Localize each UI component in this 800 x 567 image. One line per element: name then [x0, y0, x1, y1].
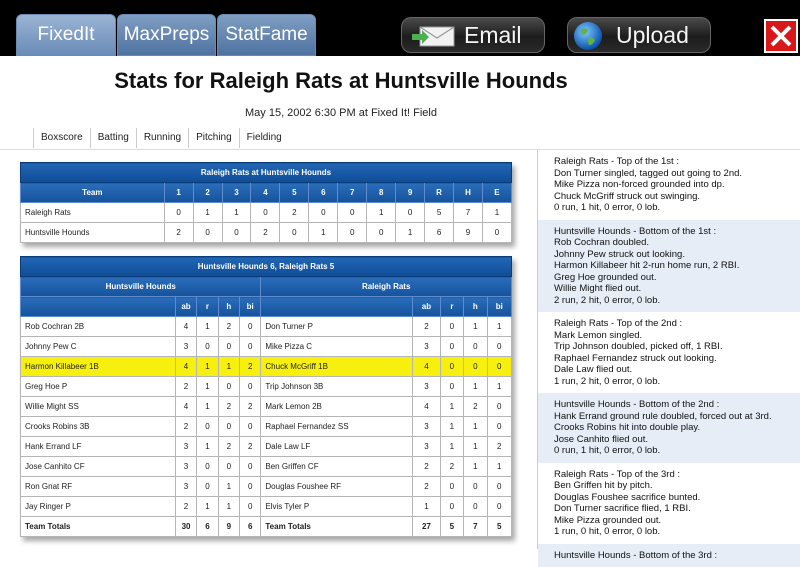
linescore-row — [21, 223, 512, 243]
away-player-cell: Trip Johnson 3B — [261, 377, 413, 397]
play-line: Mike Pizza grounded out. — [554, 515, 794, 527]
away-stat-cell: 27 — [413, 517, 441, 537]
tab-maxpreps[interactable]: MaxPreps — [117, 14, 216, 56]
play-line: 1 run, 2 hit, 0 error, 0 lob. — [554, 376, 794, 388]
play-by-play-block — [538, 393, 800, 463]
stats-pane — [0, 150, 535, 549]
play-line: 0 run, 1 hit, 0 error, 0 lob. — [554, 445, 794, 457]
score-cell: 5 — [425, 203, 454, 223]
play-line: Huntsville Hounds - Bottom of the 2nd : — [554, 399, 794, 411]
play-line: Harmon Killabeer hit 2-run home run, 2 RBI. — [554, 260, 794, 272]
home-player-cell: Ron Gnat RF — [21, 477, 176, 497]
play-line: 1 run, 0 hit, 0 error, 0 lob. — [554, 526, 794, 538]
linescore-col-header: 3 — [222, 183, 251, 203]
home-stat-cell: 2 — [175, 417, 196, 437]
away-player-cell: Raphael Fernandez SS — [261, 417, 413, 437]
team-name-cell: Huntsville Hounds — [21, 223, 165, 243]
subnav-pitching[interactable]: Pitching — [188, 128, 239, 148]
home-stat-cell: 3 — [175, 457, 196, 477]
play-line: Trip Johnson doubled, picked off, 1 RBI. — [554, 341, 794, 353]
envelope-icon — [412, 24, 456, 48]
home-player-cell: Johnny Pew C — [21, 337, 176, 357]
play-line: Jose Canhito flied out. — [554, 434, 794, 446]
score-cell: 6 — [425, 223, 454, 243]
score-cell: 0 — [251, 203, 280, 223]
page-title: Stats for Raleigh Rats at Huntsville Hounds — [0, 68, 682, 94]
play-line: Hank Errand ground rule doubled, forced out at 3rd. — [554, 411, 794, 423]
subnav-fielding[interactable]: Fielding — [239, 128, 289, 148]
away-stat-cell: 5 — [487, 517, 511, 537]
away-stat-cell: 1 — [413, 497, 441, 517]
close-button[interactable] — [764, 19, 798, 53]
play-line: Mike Pizza non-forced grounded into dp. — [554, 179, 794, 191]
play-by-play-panel — [537, 150, 800, 549]
home-stat-cell: 1 — [197, 497, 218, 517]
away-stat-col-header: ab — [413, 297, 441, 317]
home-stat-cell: 2 — [218, 437, 239, 457]
home-stat-cell: 9 — [218, 517, 239, 537]
score-cell: 1 — [222, 203, 251, 223]
play-by-play-block — [538, 463, 800, 544]
home-player-cell: Greg Hoe P — [21, 377, 176, 397]
away-player-cell: Team Totals — [261, 517, 413, 537]
home-stat-cell: 1 — [218, 357, 239, 377]
globe-icon — [572, 20, 604, 52]
away-stat-cell: 0 — [440, 377, 463, 397]
away-stat-cell: 2 — [413, 317, 441, 337]
away-player-cell: Dale Law LF — [261, 437, 413, 457]
play-line: Huntsville Hounds - Bottom of the 1st : — [554, 226, 794, 238]
away-stat-cell: 1 — [464, 457, 487, 477]
home-player-cell: Hank Errand LF — [21, 437, 176, 457]
home-stat-cell: 0 — [240, 497, 261, 517]
play-line: Don Turner sacrifice flied, 1 RBI. — [554, 503, 794, 515]
score-cell: 0 — [309, 203, 338, 223]
score-cell: 0 — [338, 223, 367, 243]
away-stat-cell: 1 — [487, 457, 511, 477]
play-line: Rob Cochran doubled. — [554, 237, 794, 249]
away-stat-cell: 1 — [440, 437, 463, 457]
page-subtitle: May 15, 2002 6:30 PM at Fixed It! Field — [0, 107, 682, 119]
away-stat-cell: 0 — [440, 357, 463, 377]
away-stat-cell: 2 — [487, 437, 511, 457]
home-player-cell: Team Totals — [21, 517, 176, 537]
score-cell: 0 — [338, 203, 367, 223]
home-stat-col-header: h — [218, 297, 239, 317]
score-cell: 2 — [280, 203, 309, 223]
away-stat-cell: 0 — [487, 417, 511, 437]
home-player-cell: Jay Ringer P — [21, 497, 176, 517]
home-stat-cell: 0 — [240, 337, 261, 357]
subnav-batting[interactable]: Batting — [90, 128, 136, 148]
home-stat-cell: 1 — [197, 397, 218, 417]
home-stat-cell: 1 — [197, 357, 218, 377]
boxscore-row — [21, 377, 512, 397]
boxscore-row — [21, 437, 512, 457]
score-cell: 0 — [280, 223, 309, 243]
boxscore-panel — [20, 256, 512, 537]
score-cell: 1 — [367, 203, 396, 223]
play-line: Dale Law flied out. — [554, 364, 794, 376]
home-stat-col-header: ab — [175, 297, 196, 317]
play-line: Johnny Pew struck out looking. — [554, 249, 794, 261]
linescore-col-header: 8 — [367, 183, 396, 203]
content-area — [0, 149, 800, 548]
play-line: Mark Lemon singled. — [554, 330, 794, 342]
away-player-cell: Mike Pizza C — [261, 337, 413, 357]
home-stat-cell: 2 — [218, 397, 239, 417]
play-line: Willie Might flied out. — [554, 283, 794, 295]
score-cell: 0 — [193, 223, 222, 243]
home-stat-cell: 1 — [197, 317, 218, 337]
home-stat-cell: 1 — [197, 437, 218, 457]
linescore-panel — [20, 162, 512, 243]
linescore-col-header: 4 — [251, 183, 280, 203]
away-stat-cell: 3 — [413, 337, 441, 357]
play-by-play-block — [538, 544, 800, 567]
away-stat-cell: 1 — [464, 317, 487, 337]
home-stat-cell: 3 — [175, 437, 196, 457]
home-stat-cell: 6 — [197, 517, 218, 537]
away-stat-col-header: h — [464, 297, 487, 317]
email-button[interactable] — [401, 17, 545, 53]
home-stat-cell: 0 — [240, 477, 261, 497]
boxscore-row — [21, 497, 512, 517]
away-stat-col-header: bi — [487, 297, 511, 317]
linescore-col-header: Team — [21, 183, 165, 203]
boxscore-row — [21, 317, 512, 337]
linescore-col-header: 5 — [280, 183, 309, 203]
subnav-running[interactable]: Running — [136, 128, 188, 148]
linescore-col-header: 2 — [193, 183, 222, 203]
away-stat-cell: 0 — [464, 497, 487, 517]
home-stat-cell: 0 — [240, 377, 261, 397]
linescore-col-header: 6 — [309, 183, 338, 203]
home-team-header: Huntsville Hounds — [21, 277, 261, 297]
score-cell: 0 — [396, 203, 425, 223]
away-stat-cell: 3 — [413, 417, 441, 437]
linescore-table — [20, 162, 512, 243]
away-stat-cell: 4 — [413, 357, 441, 377]
play-line: Raleigh Rats - Top of the 3rd : — [554, 469, 794, 481]
home-stat-cell: 0 — [240, 417, 261, 437]
away-stat-cell: 1 — [464, 437, 487, 457]
home-stat-cell: 2 — [218, 317, 239, 337]
home-stat-cell: 6 — [240, 517, 261, 537]
boxscore-row — [21, 417, 512, 437]
play-line: 2 run, 2 hit, 0 error, 0 lob. — [554, 295, 794, 307]
away-player-cell: Mark Lemon 2B — [261, 397, 413, 417]
boxscore-row — [21, 337, 512, 357]
away-player-cell: Elvis Tyler P — [261, 497, 413, 517]
play-by-play-block — [538, 220, 800, 313]
away-stat-cell: 4 — [413, 397, 441, 417]
away-stat-cell: 0 — [487, 357, 511, 377]
home-stat-cell: 4 — [175, 357, 196, 377]
away-stat-cell: 1 — [440, 417, 463, 437]
home-stat-cell: 1 — [197, 377, 218, 397]
linescore-col-header: E — [482, 183, 511, 203]
home-player-cell: Rob Cochran 2B — [21, 317, 176, 337]
home-stat-cell: 3 — [175, 477, 196, 497]
away-team-header: Raleigh Rats — [261, 277, 512, 297]
upload-button[interactable] — [567, 17, 711, 53]
home-stat-cell: 2 — [240, 397, 261, 417]
play-line: Ben Griffen hit by pitch. — [554, 480, 794, 492]
away-player-cell: Don Turner P — [261, 317, 413, 337]
home-player-cell: Jose Canhito CF — [21, 457, 176, 477]
away-stat-cell: 2 — [440, 457, 463, 477]
away-player-cell: Douglas Foushee RF — [261, 477, 413, 497]
away-stat-cell: 0 — [440, 317, 463, 337]
away-stat-cell: 2 — [413, 477, 441, 497]
boxscore-row — [21, 477, 512, 497]
home-stat-cell: 4 — [175, 397, 196, 417]
boxscore-caption: Huntsville Hounds 6, Raleigh Rats 5 — [21, 257, 512, 277]
home-player-cell: Harmon Killabeer 1B — [21, 357, 176, 377]
boxscore-row — [21, 397, 512, 417]
top-toolbar — [0, 0, 800, 56]
tab-statfame[interactable]: StatFame — [217, 14, 316, 56]
home-stat-cell: 4 — [175, 317, 196, 337]
play-line: Raleigh Rats - Top of the 2nd : — [554, 318, 794, 330]
away-stat-col-header: r — [440, 297, 463, 317]
away-stat-cell: 2 — [413, 457, 441, 477]
away-stat-cell: 3 — [413, 377, 441, 397]
home-stat-cell: 30 — [175, 517, 196, 537]
email-label: Email — [464, 22, 522, 49]
boxscore-row — [21, 357, 512, 377]
linescore-col-header: H — [454, 183, 483, 203]
score-cell: 1 — [396, 223, 425, 243]
score-cell: 0 — [482, 223, 511, 243]
linescore-col-header: 7 — [338, 183, 367, 203]
play-by-play-block — [538, 312, 800, 393]
away-stat-cell: 1 — [464, 417, 487, 437]
away-stat-cell: 0 — [440, 337, 463, 357]
away-stat-cell: 0 — [464, 357, 487, 377]
tab-fixedit[interactable]: FixedIt — [16, 14, 116, 56]
score-cell: 9 — [454, 223, 483, 243]
play-line: Raleigh Rats - Top of the 1st : — [554, 156, 794, 168]
away-stat-cell: 0 — [487, 477, 511, 497]
away-stat-cell: 7 — [464, 517, 487, 537]
upload-label: Upload — [616, 22, 689, 49]
play-line: Douglas Foushee sacrifice bunted. — [554, 492, 794, 504]
away-stat-cell: 0 — [487, 497, 511, 517]
close-icon — [769, 24, 793, 48]
home-stat-cell: 0 — [197, 337, 218, 357]
play-line: Crooks Robins hit into double play. — [554, 422, 794, 434]
home-stat-cell: 2 — [175, 377, 196, 397]
score-cell: 0 — [164, 203, 193, 223]
play-line: Huntsville Hounds - Bottom of the 3rd : — [554, 550, 794, 562]
home-stat-cell: 2 — [175, 497, 196, 517]
away-player-cell: Chuck McGriff 1B — [261, 357, 413, 377]
home-stat-cell: 0 — [218, 337, 239, 357]
home-stat-cell: 1 — [218, 497, 239, 517]
away-stat-cell: 0 — [464, 477, 487, 497]
play-line: Greg Hoe grounded out. — [554, 272, 794, 284]
home-stat-cell: 0 — [197, 417, 218, 437]
away-player-cell: Ben Griffen CF — [261, 457, 413, 477]
home-stat-cell: 0 — [240, 457, 261, 477]
linescore-col-header: 9 — [396, 183, 425, 203]
score-cell: 1 — [309, 223, 338, 243]
score-cell: 7 — [454, 203, 483, 223]
home-stat-cell: 0 — [218, 457, 239, 477]
home-player-col-header — [21, 297, 176, 317]
home-stat-cell: 0 — [197, 457, 218, 477]
play-line: Raphael Fernandez struck out looking. — [554, 353, 794, 365]
home-stat-cell: 2 — [240, 357, 261, 377]
play-line: Chuck McGriff struck out swinging. — [554, 191, 794, 203]
linescore-col-header: R — [425, 183, 454, 203]
away-stat-cell: 1 — [440, 397, 463, 417]
score-cell: 1 — [482, 203, 511, 223]
score-cell: 0 — [367, 223, 396, 243]
away-stat-cell: 0 — [487, 397, 511, 417]
subnav-boxscore[interactable]: Boxscore — [33, 128, 90, 148]
score-cell: 2 — [164, 223, 193, 243]
away-stat-cell: 0 — [440, 497, 463, 517]
home-stat-cell: 1 — [218, 477, 239, 497]
away-player-col-header — [261, 297, 413, 317]
linescore-row — [21, 203, 512, 223]
home-stat-cell: 0 — [218, 377, 239, 397]
home-stat-col-header: r — [197, 297, 218, 317]
stats-subnav — [33, 128, 289, 148]
play-by-play-block — [538, 150, 800, 220]
away-stat-cell: 0 — [464, 337, 487, 357]
away-stat-cell: 5 — [440, 517, 463, 537]
linescore-caption: Raleigh Rats at Huntsville Hounds — [21, 163, 512, 183]
home-stat-cell: 0 — [218, 417, 239, 437]
team-name-cell: Raleigh Rats — [21, 203, 165, 223]
home-player-cell: Willie Might SS — [21, 397, 176, 417]
home-stat-cell: 3 — [175, 337, 196, 357]
away-stat-cell: 1 — [464, 377, 487, 397]
home-player-cell: Crooks Robins 3B — [21, 417, 176, 437]
boxscore-row — [21, 457, 512, 477]
boxscore-table — [20, 256, 512, 537]
score-cell: 1 — [193, 203, 222, 223]
play-line: Don Turner singled, tagged out going to 2nd. — [554, 168, 794, 180]
play-line: 0 run, 1 hit, 0 error, 0 lob. — [554, 202, 794, 214]
team-totals-row — [21, 517, 512, 537]
away-stat-cell: 3 — [413, 437, 441, 457]
score-cell: 0 — [222, 223, 251, 243]
away-stat-cell: 0 — [487, 337, 511, 357]
away-stat-cell: 2 — [464, 397, 487, 417]
home-stat-cell: 2 — [240, 437, 261, 457]
home-stat-col-header: bi — [240, 297, 261, 317]
linescore-col-header: 1 — [164, 183, 193, 203]
home-stat-cell: 0 — [240, 317, 261, 337]
home-stat-cell: 0 — [197, 477, 218, 497]
score-cell: 2 — [251, 223, 280, 243]
away-stat-cell: 0 — [440, 477, 463, 497]
away-stat-cell: 1 — [487, 317, 511, 337]
away-stat-cell: 1 — [487, 377, 511, 397]
